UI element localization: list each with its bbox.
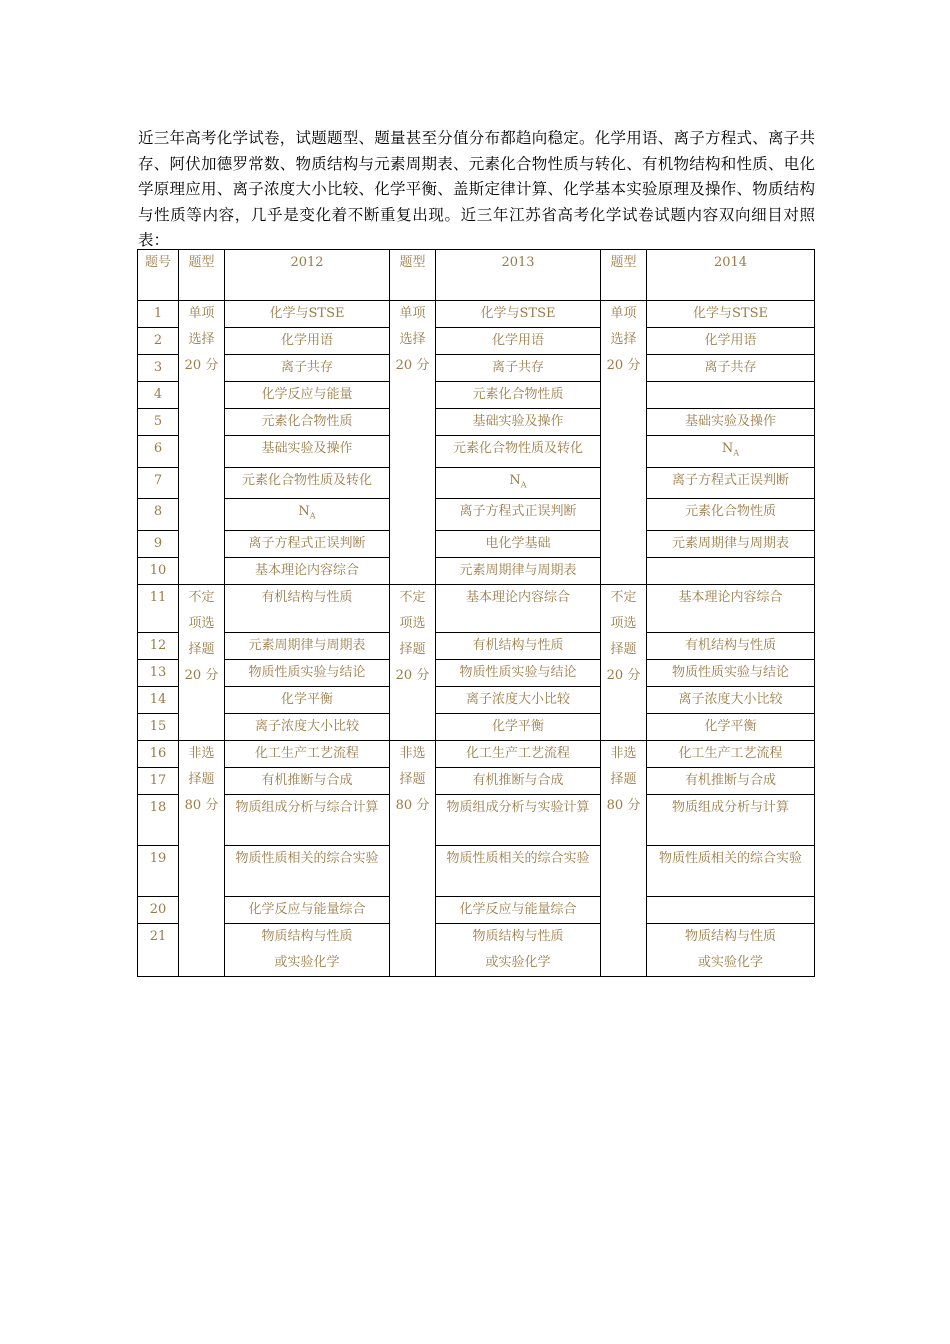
header-year-2012: 2012: [225, 250, 390, 301]
table-row: [138, 382, 815, 409]
header-type-2012: 题型: [179, 250, 225, 301]
topic-2013: 元素周期律与周期表: [436, 557, 601, 584]
topic-2014: 化工生产工艺流程: [647, 740, 815, 767]
question-type-2014: 非选 择题 80 分: [601, 740, 647, 976]
table-row: [138, 530, 815, 557]
table-row: [138, 499, 815, 531]
topic-2014: [647, 896, 815, 923]
topic-2014: 有机结构与性质: [647, 632, 815, 659]
topic-2012: 化工生产工艺流程: [225, 740, 390, 767]
header-type-2013: 题型: [390, 250, 436, 301]
topic-2013: 元素化合物性质: [436, 382, 601, 409]
topic-2012: 物质结构与性质 或实验化学: [225, 923, 390, 976]
row-number: 19: [138, 845, 179, 896]
table-row: [138, 584, 815, 632]
table-row: [138, 923, 815, 976]
topic-2014: 基本理论内容综合: [647, 584, 815, 632]
table-row: [138, 896, 815, 923]
table-row: [138, 794, 815, 845]
row-number: 16: [138, 740, 179, 767]
table-row: [138, 436, 815, 468]
topic-2013: 基础实验及操作: [436, 409, 601, 436]
topic-2013: 有机推断与合成: [436, 767, 601, 794]
topic-2014: 离子共存: [647, 355, 815, 382]
topic-2014: 物质性质相关的综合实验: [647, 845, 815, 896]
table-row: [138, 740, 815, 767]
topic-2013: 电化学基础: [436, 530, 601, 557]
topic-2012: 离子浓度大小比较: [225, 713, 390, 740]
row-number: 7: [138, 467, 179, 499]
row-number: 1: [138, 301, 179, 328]
header-type-2014: 题型: [601, 250, 647, 301]
table-row: [138, 328, 815, 355]
topic-2013: 基本理论内容综合: [436, 584, 601, 632]
topic-2014: 基础实验及操作: [647, 409, 815, 436]
topic-2013: 元素化合物性质及转化: [436, 436, 601, 468]
topic-2014: 元素化合物性质: [647, 499, 815, 531]
header-year-2013: 2013: [436, 250, 601, 301]
topic-2013: 离子浓度大小比较: [436, 686, 601, 713]
topic-2014: [647, 557, 815, 584]
topic-2012: 化学反应与能量: [225, 382, 390, 409]
question-type-2012: 不定 项选 择题 20 分: [179, 584, 225, 740]
table-row: [138, 467, 815, 499]
topic-2014: 离子浓度大小比较: [647, 686, 815, 713]
table-row: [138, 409, 815, 436]
topic-2012: 有机推断与合成: [225, 767, 390, 794]
table-row: [138, 557, 815, 584]
comparison-table: [137, 249, 815, 977]
topic-2013: $N_A$: [436, 467, 601, 499]
topic-2012: 元素周期律与周期表: [225, 632, 390, 659]
topic-2014: 离子方程式正误判断: [647, 467, 815, 499]
topic-2012: 化学反应与能量综合: [225, 896, 390, 923]
row-number: 12: [138, 632, 179, 659]
row-number: 11: [138, 584, 179, 632]
row-number: 5: [138, 409, 179, 436]
topic-2014: 有机推断与合成: [647, 767, 815, 794]
topic-2012: 化学用语: [225, 328, 390, 355]
topic-2014: 化学与STSE: [647, 301, 815, 328]
row-number: 15: [138, 713, 179, 740]
topic-2013: 物质组成分析与实验计算: [436, 794, 601, 845]
row-number: 8: [138, 499, 179, 531]
row-number: 6: [138, 436, 179, 468]
header-year-2014: 2014: [647, 250, 815, 301]
question-type-2012: 非选 择题 80 分: [179, 740, 225, 976]
topic-2014: 化学用语: [647, 328, 815, 355]
table-row: [138, 632, 815, 659]
question-type-2014: 单项 选择 20 分: [601, 301, 647, 585]
topic-2014: 物质性质实验与结论: [647, 659, 815, 686]
table-row: [138, 713, 815, 740]
topic-2013: 化学与STSE: [436, 301, 601, 328]
row-number: 17: [138, 767, 179, 794]
table-row: [138, 686, 815, 713]
topic-2012: 元素化合物性质及转化: [225, 467, 390, 499]
topic-2012: 离子方程式正误判断: [225, 530, 390, 557]
topic-2013: 化学用语: [436, 328, 601, 355]
topic-2014: 物质组成分析与计算: [647, 794, 815, 845]
topic-2012: 基础实验及操作: [225, 436, 390, 468]
row-number: 18: [138, 794, 179, 845]
topic-2012: 基本理论内容综合: [225, 557, 390, 584]
topic-2012: $N_A$: [225, 499, 390, 531]
topic-2012: 有机结构与性质: [225, 584, 390, 632]
header-row: [138, 250, 815, 301]
topic-2013: 离子共存: [436, 355, 601, 382]
row-number: 9: [138, 530, 179, 557]
topic-2012: 物质性质实验与结论: [225, 659, 390, 686]
question-type-2014: 不定 项选 择题 20 分: [601, 584, 647, 740]
row-number: 21: [138, 923, 179, 976]
row-number: 4: [138, 382, 179, 409]
topic-2013: 化学平衡: [436, 713, 601, 740]
row-number: 13: [138, 659, 179, 686]
table-row: [138, 659, 815, 686]
topic-2012: 元素化合物性质: [225, 409, 390, 436]
topic-2012: 离子共存: [225, 355, 390, 382]
question-type-2013: 非选 择题 80 分: [390, 740, 436, 976]
row-number: 3: [138, 355, 179, 382]
topic-2013: 物质性质相关的综合实验: [436, 845, 601, 896]
row-number: 20: [138, 896, 179, 923]
table-row: [138, 845, 815, 896]
topic-2014: [647, 382, 815, 409]
question-type-2013: 单项 选择 20 分: [390, 301, 436, 585]
intro-paragraph: 近三年高考化学试卷，试题题型、题量甚至分值分布都趋向稳定。化学用语、离子方程式、离子共存、阿伏加德罗常数、物质结构与元素周期表、元素化合物性质与转化、有机物结构和性质、电化学原理应用、离子浓度大小比较、化学平衡、盖斯定律计算、化学基本实验原理及操作、物质结构与性质等内容，几乎是变化着不断重复出现。近三年江苏省高考化学试卷试题内容双向细目对照表：: [138, 129, 815, 249]
topic-2013: 化学反应与能量综合: [436, 896, 601, 923]
topic-2014: $N_A$: [647, 436, 815, 468]
topic-2014: 化学平衡: [647, 713, 815, 740]
topic-2013: 离子方程式正误判断: [436, 499, 601, 531]
table-row: [138, 301, 815, 328]
topic-2014: 元素周期律与周期表: [647, 530, 815, 557]
topic-2013: 有机结构与性质: [436, 632, 601, 659]
topic-2013: 物质结构与性质 或实验化学: [436, 923, 601, 976]
question-type-2013: 不定 项选 择题 20 分: [390, 584, 436, 740]
topic-2012: 化学与STSE: [225, 301, 390, 328]
topic-2012: 化学平衡: [225, 686, 390, 713]
row-number: 14: [138, 686, 179, 713]
topic-2013: 化工生产工艺流程: [436, 740, 601, 767]
table-row: [138, 767, 815, 794]
header-num: 题号: [138, 250, 179, 301]
row-number: 2: [138, 328, 179, 355]
topic-2012: 物质性质相关的综合实验: [225, 845, 390, 896]
topic-2013: 物质性质实验与结论: [436, 659, 601, 686]
row-number: 10: [138, 557, 179, 584]
topic-2014: 物质结构与性质 或实验化学: [647, 923, 815, 976]
topic-2012: 物质组成分析与综合计算: [225, 794, 390, 845]
table-row: [138, 355, 815, 382]
question-type-2012: 单项 选择 20 分: [179, 301, 225, 585]
